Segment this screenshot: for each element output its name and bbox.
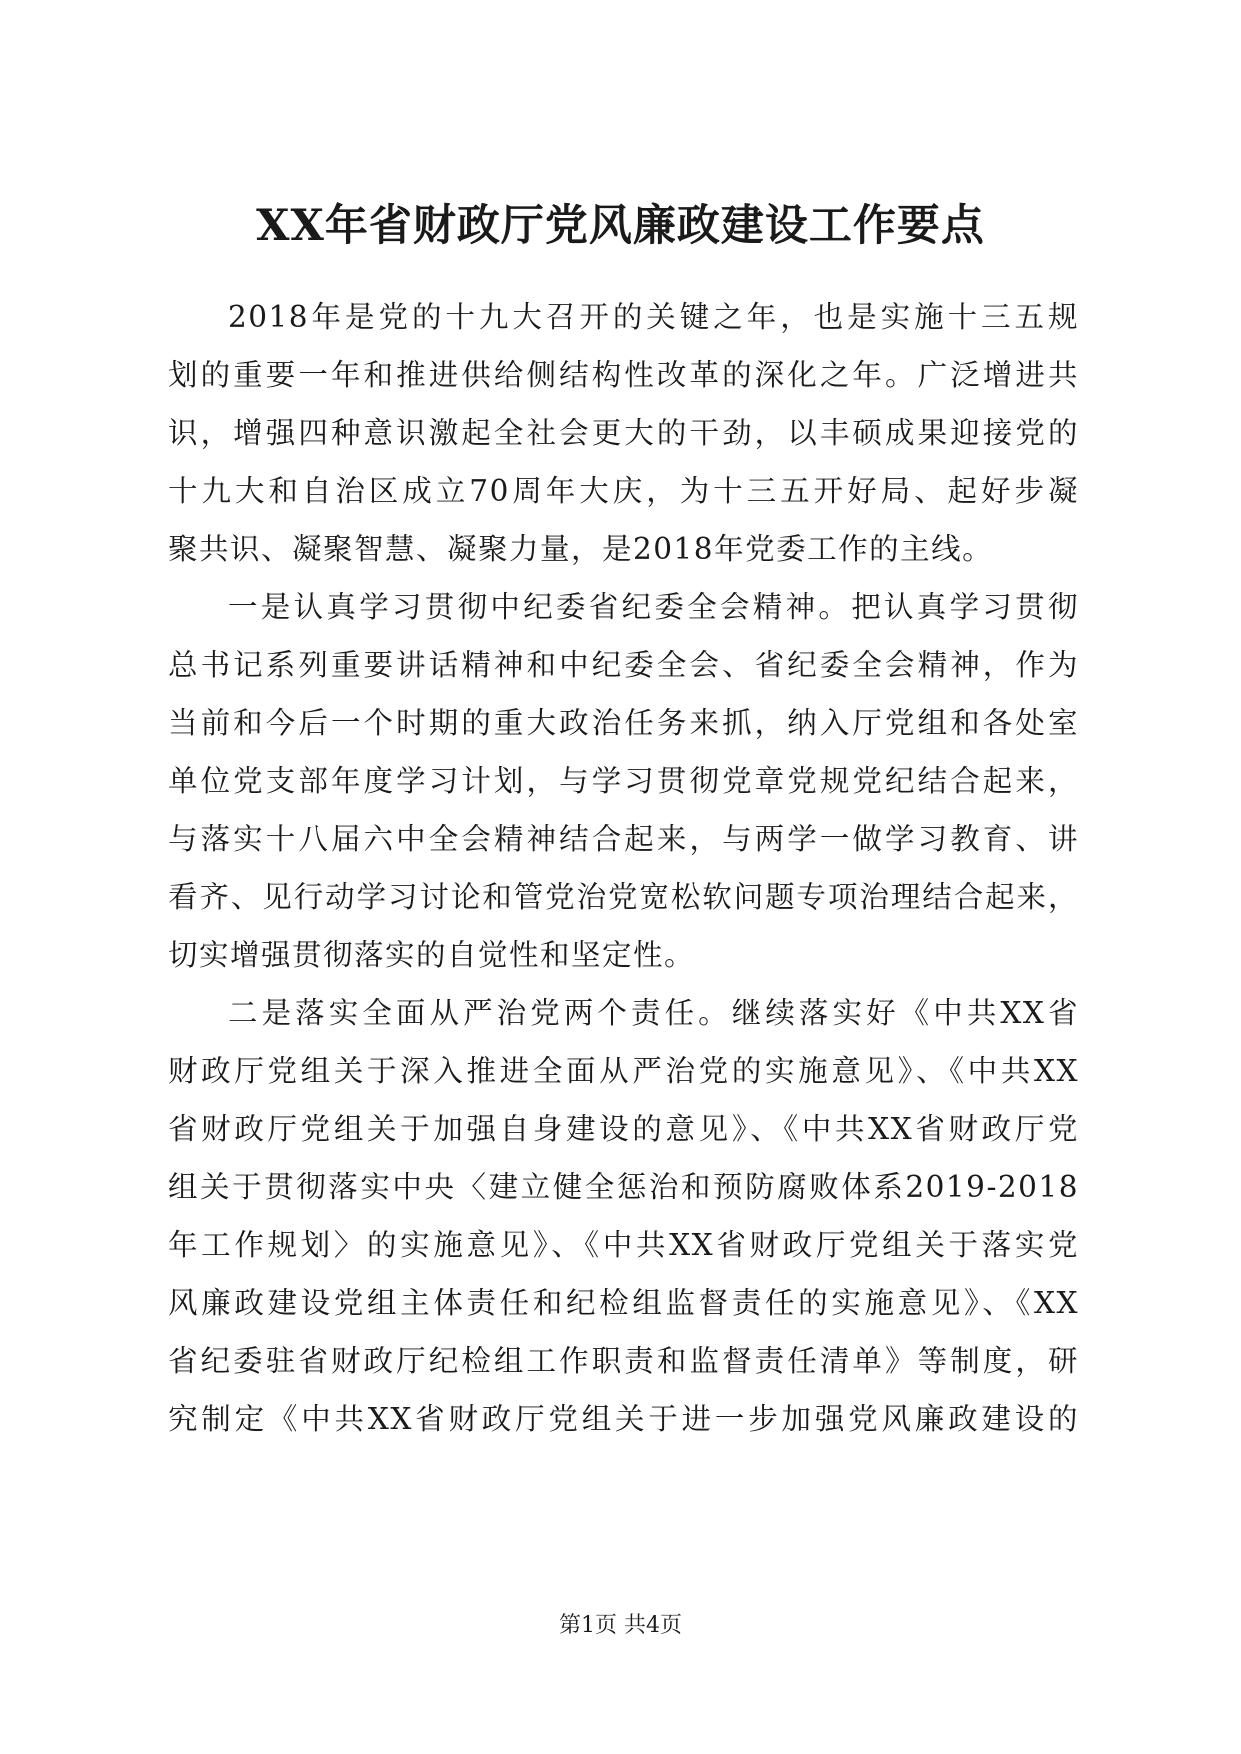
text-line: 与落实十八届六中全会精神结合起来，与两学一做学习教育、讲 <box>168 822 1079 856</box>
text-line: 究制定《中共XX省财政厅党组关于进一步加强党风廉政建设的 <box>168 1402 1079 1436</box>
text-line: 识，增强四种意识激起全社会更大的干劲，以丰硕成果迎接党的 <box>168 416 1079 450</box>
text-line: 总书记系列重要讲话精神和中纪委全会、省纪委全会精神，作为 <box>168 648 1079 682</box>
text-line: 划的重要一年和推进供给侧结构性改革的深化之年。广泛增进共 <box>168 358 1079 392</box>
text-line: 一是认真学习贯彻中纪委省纪委全会精神。把认真学习贯彻 <box>228 590 1079 624</box>
paragraph-point-2 <box>0 984 1241 1448</box>
text-line: 当前和今后一个时期的重大政治任务来抓，纳入厅党组和各处室 <box>168 706 1079 740</box>
text-line: 省财政厅党组关于加强自身建设的意见》、《中共XX省财政厅党 <box>168 1112 1079 1146</box>
text-line: 二是落实全面从严治党两个责任。继续落实好《中共XX省 <box>228 996 1079 1030</box>
text-line: 十九大和自治区成立70周年大庆，为十三五开好局、起好步凝 <box>168 474 1079 508</box>
text-line: 聚共识、凝聚智慧、凝聚力量，是2018年党委工作的主线。 <box>168 532 994 566</box>
text-line: 2018年是党的十九大召开的关键之年，也是实施十三五规 <box>228 300 1079 334</box>
text-line: 风廉政建设党组主体责任和纪检组监督责任的实施意见》、《XX <box>168 1286 1079 1320</box>
page-number-footer: 第1页 共4页 <box>559 1613 682 1638</box>
text-line: 省纪委驻省财政厅纪检组工作职责和监督责任清单》等制度，研 <box>168 1344 1079 1378</box>
paragraph-intro <box>0 288 1241 578</box>
text-line: 组关于贯彻落实中央〈建立健全惩治和预防腐败体系2019-2018 <box>168 1170 1079 1204</box>
document-body <box>0 288 1241 1448</box>
text-line: 看齐、见行动学习讨论和管党治党宽松软问题专项治理结合起来， <box>168 880 1079 914</box>
text-line: 切实增强贯彻落实的自觉性和坚定性。 <box>168 938 696 972</box>
text-line: 年工作规划〉的实施意见》、《中共XX省财政厅党组关于落实党 <box>168 1228 1079 1262</box>
paragraph-point-1 <box>0 578 1241 984</box>
text-line: 财政厅党组关于深入推进全面从严治党的实施意见》、《中共XX <box>168 1054 1079 1088</box>
text-line: 单位党支部年度学习计划，与学习贯彻党章党规党纪结合起来， <box>168 764 1079 798</box>
document-title: XX年省财政厅党风廉政建设工作要点 <box>256 201 985 251</box>
